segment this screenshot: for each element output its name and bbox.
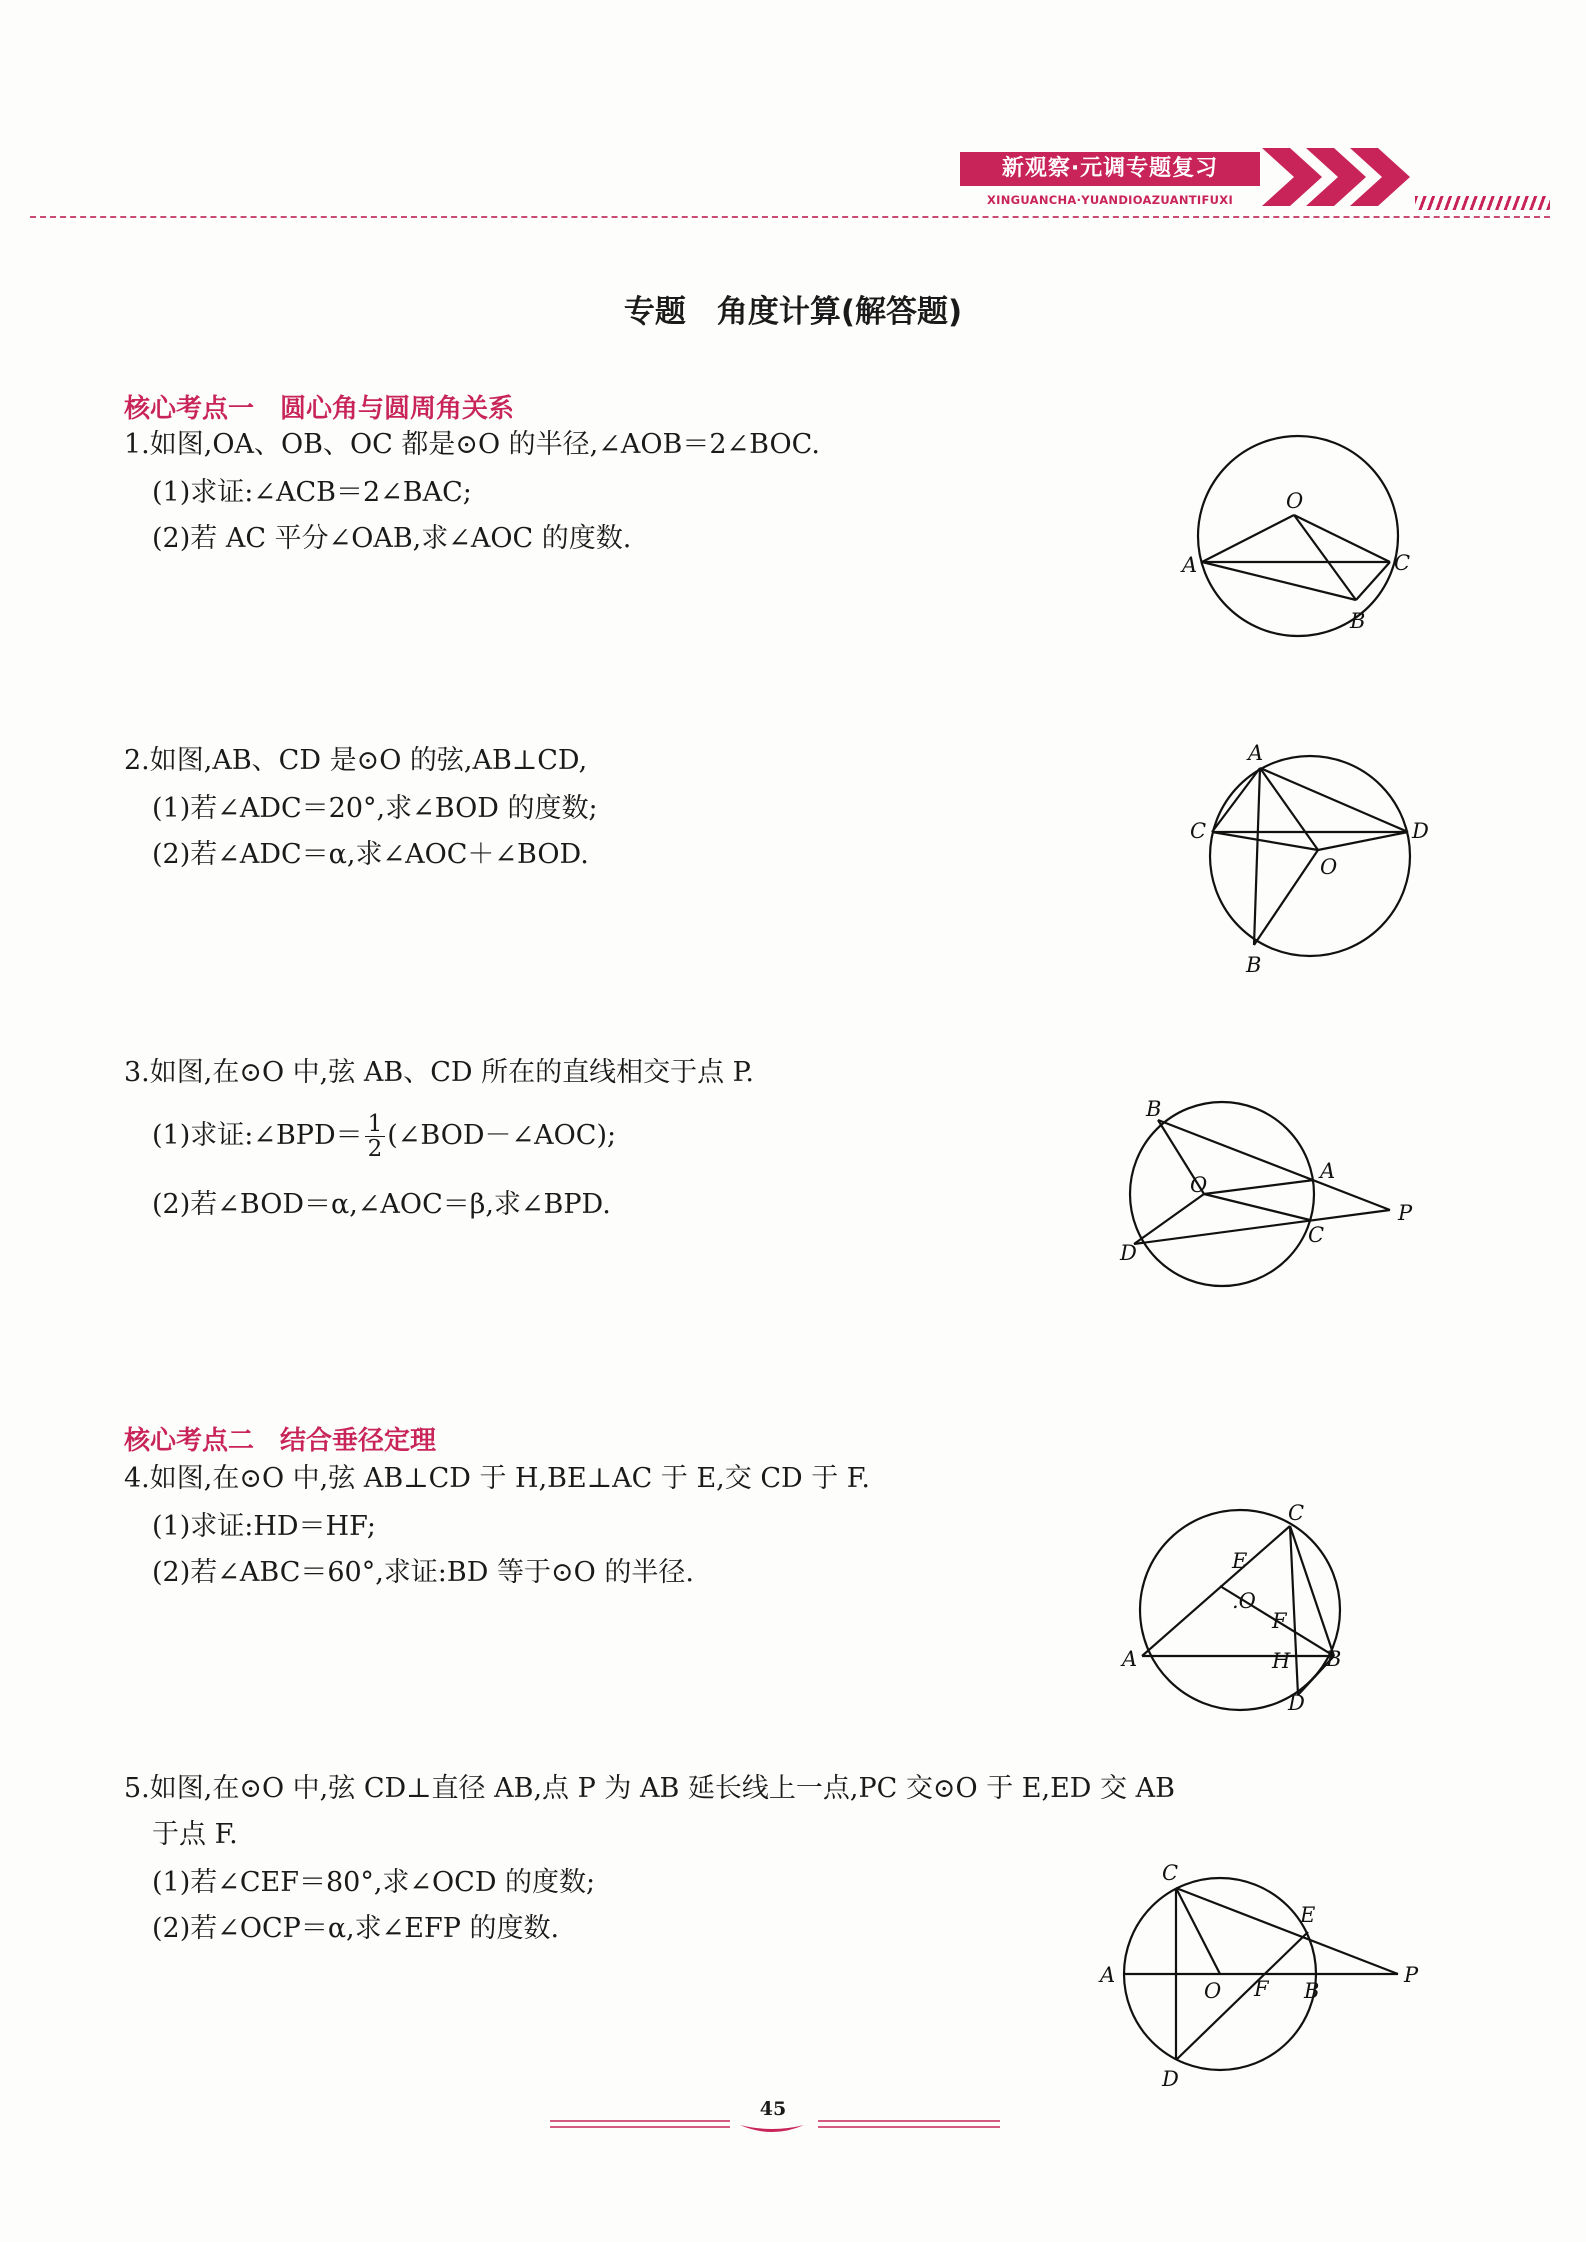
label-a: A: [1122, 1647, 1138, 1671]
label-d: D: [1412, 819, 1429, 843]
label-c: C: [1394, 551, 1411, 575]
label-b: B: [1146, 1097, 1162, 1121]
problem-1-figure: [1180, 430, 1420, 650]
problem-5-part-2: (2)若∠OCP＝α,求∠EFP 的度数.: [152, 1913, 560, 1944]
label-c: C: [1308, 1223, 1325, 1247]
problem-1-part-1: (1)求证:∠ACB＝2∠BAC;: [152, 477, 472, 508]
label-o: O: [1204, 1979, 1222, 2003]
problem-4-stem: 4.如图,在⊙O 中,弦 AB⊥CD 于 H,BE⊥AC 于 E,交 CD 于 F.: [124, 1463, 870, 1494]
label-a: A: [1248, 741, 1264, 765]
problem-1-stem: 1.如图,OA、OB、OC 都是⊙O 的半径,∠AOB＝2∠BOC.: [124, 429, 820, 460]
label-d: D: [1120, 1241, 1137, 1265]
section-heading-2: 核心考点二 结合垂径定理: [124, 1426, 437, 1456]
problem-3-figure: [1120, 1094, 1440, 1294]
problem-4-part-1: (1)求证:HD＝HF;: [152, 1511, 376, 1542]
problem-3-part-2: (2)若∠BOD＝α,∠AOC＝β,求∠BPD.: [152, 1189, 611, 1220]
problem-3-part-1-after: (∠BOD－∠AOC);: [387, 1120, 617, 1151]
problem-1-part-2: (2)若 AC 平分∠OAB,求∠AOC 的度数.: [152, 523, 632, 554]
page-title: 专题 角度计算(解答题): [623, 294, 963, 330]
label-c: C: [1162, 1861, 1179, 1885]
label-e: E: [1232, 1549, 1248, 1573]
series-pinyin: XINGUANCHA·YUANDIOAZUANTIFUXI: [986, 193, 1234, 207]
circle-o: [1210, 756, 1410, 956]
problem-2-part-1: (1)若∠ADC＝20°,求∠BOD 的度数;: [152, 793, 598, 824]
problem-3-part-1-before: (1)求证:∠BPD＝: [152, 1120, 363, 1151]
problem-3-part-1: [152, 1112, 616, 1161]
circle-o: [1198, 436, 1398, 636]
problem-4-part-2: (2)若∠ABC＝60°,求证:BD 等于⊙O 的半径.: [152, 1557, 694, 1588]
problem-5-part-1: (1)若∠CEF＝80°,求∠OCD 的度数;: [152, 1867, 596, 1898]
label-o: O: [1320, 855, 1338, 879]
label-h: H: [1272, 1649, 1291, 1673]
label-p: P: [1398, 1201, 1413, 1225]
label-a: A: [1320, 1159, 1336, 1183]
header-hatch-decoration: [1415, 196, 1550, 210]
fraction-numerator: 1: [365, 1112, 386, 1137]
series-title-banner: 新观察·元调专题复习: [960, 152, 1260, 186]
label-d: D: [1162, 2067, 1179, 2091]
label-d: D: [1288, 1691, 1305, 1715]
label-e: E: [1300, 1903, 1316, 1927]
label-c: C: [1190, 819, 1207, 843]
problem-5-stem: 5.如图,在⊙O 中,弦 CD⊥直径 AB,点 P 为 AB 延长线上一点,PC 交⊙O 于 E,ED 交 AB: [124, 1773, 1175, 1804]
chevron-decoration-icon: [1262, 140, 1417, 214]
problem-3-stem: 3.如图,在⊙O 中,弦 AB、CD 所在的直线相交于点 P.: [124, 1057, 754, 1088]
problem-5-stem-cont: 于点 F.: [152, 1819, 238, 1850]
label-o: O: [1190, 1173, 1208, 1197]
page-number: 45: [759, 2098, 787, 2120]
problem-2-figure: [1190, 740, 1430, 977]
label-a: A: [1182, 553, 1198, 577]
label-b: B: [1350, 609, 1366, 633]
fraction-one-half: [365, 1112, 386, 1161]
section-heading-1: 核心考点一 圆心角与圆周角关系: [124, 394, 515, 424]
label-b: B: [1326, 1647, 1342, 1671]
label-f: F: [1254, 1977, 1269, 2001]
label-c: C: [1288, 1501, 1305, 1525]
label-a: A: [1100, 1963, 1116, 1987]
problem-5-figure: [1100, 1860, 1440, 2090]
header-rule: [30, 216, 1550, 218]
problem-2-part-2: (2)若∠ADC＝α,求∠AOC＋∠BOD.: [152, 839, 589, 870]
problem-4-figure: [1120, 1500, 1360, 1720]
label-f: F: [1272, 1609, 1287, 1633]
label-b: B: [1246, 953, 1262, 977]
label-p: P: [1404, 1963, 1419, 1987]
label-b: B: [1304, 1979, 1320, 2003]
problem-2-stem: 2.如图,AB、CD 是⊙O 的弦,AB⊥CD,: [124, 745, 588, 776]
label-o: O: [1286, 489, 1304, 513]
fraction-denominator: 2: [367, 1136, 383, 1162]
label-o: .O: [1232, 1589, 1256, 1613]
circle-o: [1130, 1102, 1314, 1286]
